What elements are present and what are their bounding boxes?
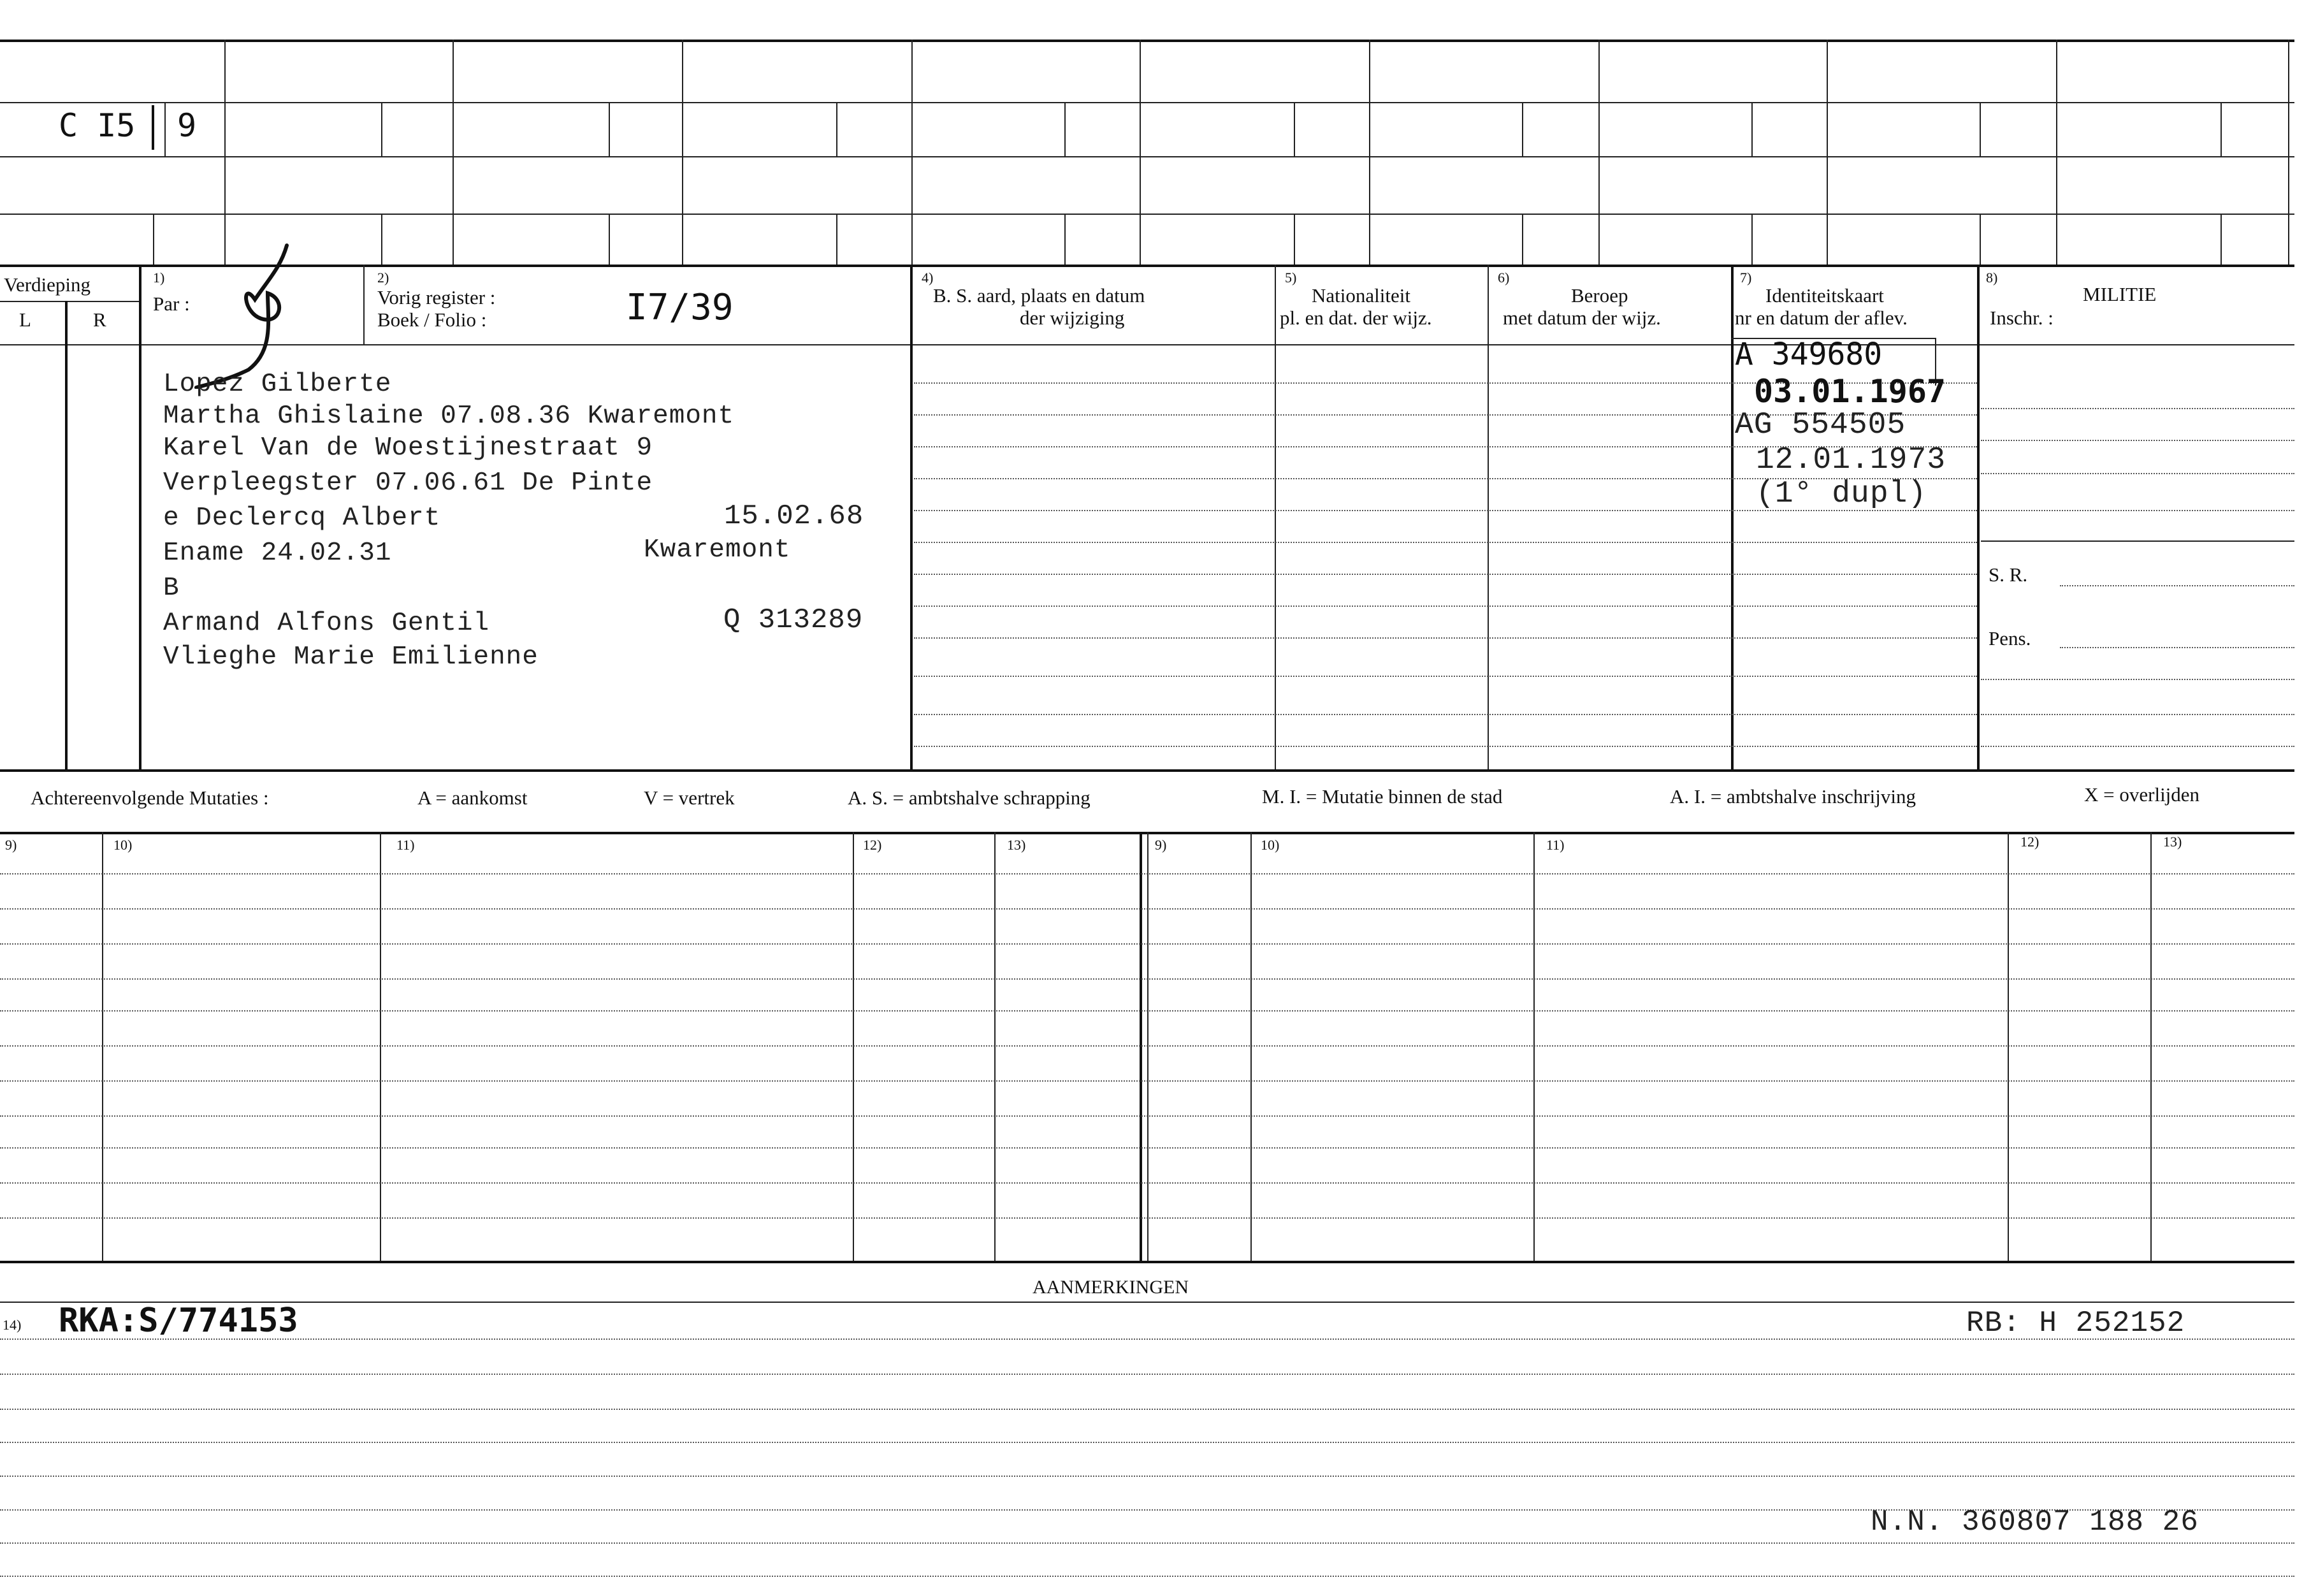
col-line-verdieping — [139, 265, 141, 769]
par-signature — [191, 242, 306, 389]
par-number: 1) — [153, 270, 165, 286]
top-grid-col — [682, 40, 683, 265]
person-line-2: Martha Ghislaine 07.08.36 Kwaremont — [163, 402, 735, 431]
mut-head-12: 12) — [863, 837, 882, 853]
ruled-line — [914, 637, 1977, 639]
mut-ruled-line — [0, 1115, 2294, 1117]
mut-head-11b: 11) — [1546, 837, 1565, 853]
militie-label: MILITIE — [2083, 283, 2157, 305]
inschr-label: Inschr. : — [1990, 307, 2054, 329]
top-grid-subcol — [836, 102, 837, 156]
remarks-line — [0, 1476, 2294, 1477]
pens-label: Pens. — [1989, 627, 2031, 649]
top-grid-subcol — [153, 214, 154, 265]
top-grid-col — [2056, 40, 2057, 265]
mut-head-12b: 12) — [2020, 834, 2039, 850]
sr-label: S. R. — [1989, 563, 2028, 586]
person-line-4: Verpleegster 07.06.61 De Pinte — [163, 468, 653, 498]
col-line-5 — [1275, 265, 1276, 769]
top-grid-row3 — [0, 214, 2294, 215]
top-border — [0, 40, 2294, 42]
person-line-5: e Declercq Albert — [163, 504, 441, 533]
militie-divider — [1981, 540, 2294, 542]
remarks-line — [0, 1542, 2294, 1544]
col-line-7 — [1731, 265, 1734, 769]
mutatie-ai: A. I. = ambtshalve inschrijving — [1670, 785, 1916, 808]
top-grid-subcol — [1294, 102, 1295, 156]
mut-ruled-line — [0, 943, 2294, 945]
col-line-lr — [65, 301, 68, 769]
top-grid-row1 — [0, 102, 2294, 103]
mutaties-title: Achtereenvolgende Mutaties : — [31, 787, 269, 809]
top-grid-col — [1140, 40, 1141, 265]
r-label: R — [93, 308, 106, 331]
militie-line — [1981, 408, 2294, 409]
top-grid-subcol — [381, 214, 382, 265]
mut-ruled-line — [0, 1217, 2294, 1219]
top-grid-row2 — [0, 156, 2294, 157]
person-line-6b: Kwaremont — [644, 535, 791, 565]
vorig-register-value: I7/39 — [626, 287, 734, 328]
person-line-9: Vlieghe Marie Emilienne — [163, 642, 539, 672]
idcard-line-2: 03.01.1967 — [1754, 373, 1946, 410]
top-grid-subcol — [609, 102, 610, 156]
nat-label-1: Nationaliteit — [1312, 284, 1410, 307]
pens-line — [2060, 647, 2294, 648]
id-number: 7) — [1740, 270, 1752, 286]
idcard-line-1: A 349680 — [1735, 337, 1883, 372]
mutatie-v: V = vertrek — [644, 787, 735, 809]
ruled-line — [914, 676, 1977, 677]
person-line-1: Lopez Gilberte — [163, 370, 392, 399]
mut-ruled-line — [0, 908, 2294, 910]
rb-number: RB: H 252152 — [1966, 1307, 2185, 1340]
top-grid-col — [1827, 40, 1828, 265]
mutaties-top — [0, 769, 2294, 772]
col-line-4 — [910, 265, 913, 769]
militie-line — [1981, 714, 2294, 715]
header-section-top — [0, 265, 2294, 267]
bs-label-2: der wijziging — [1020, 307, 1125, 329]
idcard-line-3: AG 554505 — [1735, 408, 1906, 442]
id-label-2: nr en datum der aflev. — [1735, 307, 1908, 329]
top-grid-col — [1598, 40, 1600, 265]
mutatie-mi: M. I. = Mutatie binnen de stad — [1262, 785, 1503, 808]
top-grid-subcol — [1522, 214, 1523, 265]
par-label: Par : — [153, 293, 190, 315]
top-grid-subcol — [381, 102, 382, 156]
top-grid-col — [224, 40, 226, 265]
mut-ruled-line — [0, 1080, 2294, 1082]
mut-head-9: 9) — [5, 837, 17, 853]
mut-head-13b: 13) — [2163, 834, 2182, 850]
ruled-line — [914, 714, 1977, 715]
vorig-number: 2) — [377, 270, 389, 286]
mut-head-10b: 10) — [1261, 837, 1280, 853]
person-line-8: Armand Alfons Gentil — [163, 609, 490, 638]
top-grid-subcol — [2220, 102, 2222, 156]
mutatie-a: A = aankomst — [417, 787, 528, 809]
mut-ruled-line — [0, 1045, 2294, 1047]
person-line-7: B — [163, 574, 180, 603]
top-grid-subcol — [1751, 102, 1753, 156]
remarks-line — [0, 1374, 2294, 1375]
top-grid-subcol — [836, 214, 837, 265]
top-grid-subcol — [2220, 214, 2222, 265]
sr-line — [2060, 585, 2294, 586]
code-separator — [152, 105, 154, 150]
militie-number: 8) — [1986, 270, 1998, 286]
top-grid-subcol — [609, 214, 610, 265]
idcard-line-4: 12.01.1973 — [1756, 443, 1946, 477]
mut-ruled-line — [0, 1147, 2294, 1149]
mut-ruled-line — [0, 978, 2294, 980]
militie-line — [1981, 473, 2294, 474]
beroep-label-2: met datum der wijz. — [1503, 307, 1661, 329]
person-line-3: Karel Van de Woestijnestraat 9 — [163, 433, 653, 463]
mut-head-10: 10) — [113, 837, 133, 853]
nat-label-2: pl. en dat. der wijz. — [1280, 307, 1432, 329]
remarks-line — [0, 1442, 2294, 1443]
top-grid-subcol — [1064, 102, 1066, 156]
national-number: N.N. 360807 188 26 — [1871, 1505, 2199, 1539]
mutatie-as: A. S. = ambtshalve schrapping — [848, 787, 1090, 809]
top-grid-subcol — [1294, 214, 1295, 265]
mut-ruled-line — [0, 873, 2294, 874]
militie-line — [1981, 510, 2294, 511]
vorig-register-label: Vorig register : — [377, 286, 496, 308]
top-grid-subcol — [164, 102, 166, 156]
remarks-line — [0, 1409, 2294, 1410]
nat-number: 5) — [1285, 270, 1297, 286]
id-label-1: Identiteitskaart — [1765, 284, 1884, 307]
militie-line — [1981, 679, 2294, 680]
ruled-line — [914, 746, 1977, 747]
top-grid-col — [1369, 40, 1370, 265]
remarks-line — [0, 1338, 2294, 1340]
mut-ruled-line — [0, 1010, 2294, 1012]
top-grid-col — [911, 40, 913, 265]
bs-number: 4) — [922, 270, 934, 286]
top-grid-subcol — [1522, 102, 1523, 156]
code-left: C I5 — [59, 107, 136, 144]
militie-line — [1981, 746, 2294, 747]
beroep-label-1: Beroep — [1571, 284, 1628, 307]
header-bottom — [0, 344, 2294, 345]
aanmerkingen-title: AANMERKINGEN — [1032, 1277, 1189, 1298]
col-line-8 — [1977, 265, 1980, 769]
remarks-line — [0, 1576, 2294, 1577]
top-grid-subcol — [1980, 102, 1981, 156]
person-line-5b: 15.02.68 — [724, 500, 864, 532]
col-line-6 — [1488, 265, 1489, 769]
rka-number: RKA:S/774153 — [59, 1302, 298, 1340]
beroep-number: 6) — [1498, 270, 1510, 286]
col-line-par — [363, 265, 365, 344]
top-grid-col — [2288, 40, 2289, 265]
aanmerkingen-divider — [0, 1302, 2294, 1303]
person-line-6: Ename 24.02.31 — [163, 539, 392, 568]
mut-head-13: 13) — [1007, 837, 1026, 853]
remarks-number: 14) — [3, 1317, 22, 1333]
verdieping-divider — [0, 301, 139, 302]
code-right: 9 — [177, 107, 197, 144]
top-grid-subcol — [1980, 214, 1981, 265]
mutatie-x: X = overlijden — [2084, 783, 2200, 806]
mut-head-9b: 9) — [1155, 837, 1167, 853]
top-grid-col — [453, 40, 454, 265]
militie-line — [1981, 440, 2294, 441]
mutaties-table-bottom — [0, 1261, 2294, 1263]
ruled-line — [914, 606, 1977, 607]
mut-ruled-line — [0, 1182, 2294, 1184]
idcard-line-5: (1° dupl) — [1756, 477, 1927, 511]
top-grid-subcol — [1064, 214, 1066, 265]
person-line-8b: Q 313289 — [723, 604, 864, 636]
bs-label-1: B. S. aard, plaats en datum — [933, 284, 1145, 307]
ruled-line — [914, 542, 1977, 543]
l-label: L — [19, 308, 31, 331]
top-grid-subcol — [1751, 214, 1753, 265]
ruled-line — [914, 574, 1977, 575]
verdieping-label: Verdieping — [4, 273, 91, 296]
mut-head-11: 11) — [396, 837, 415, 853]
boek-folio-label: Boek / Folio : — [377, 308, 487, 331]
